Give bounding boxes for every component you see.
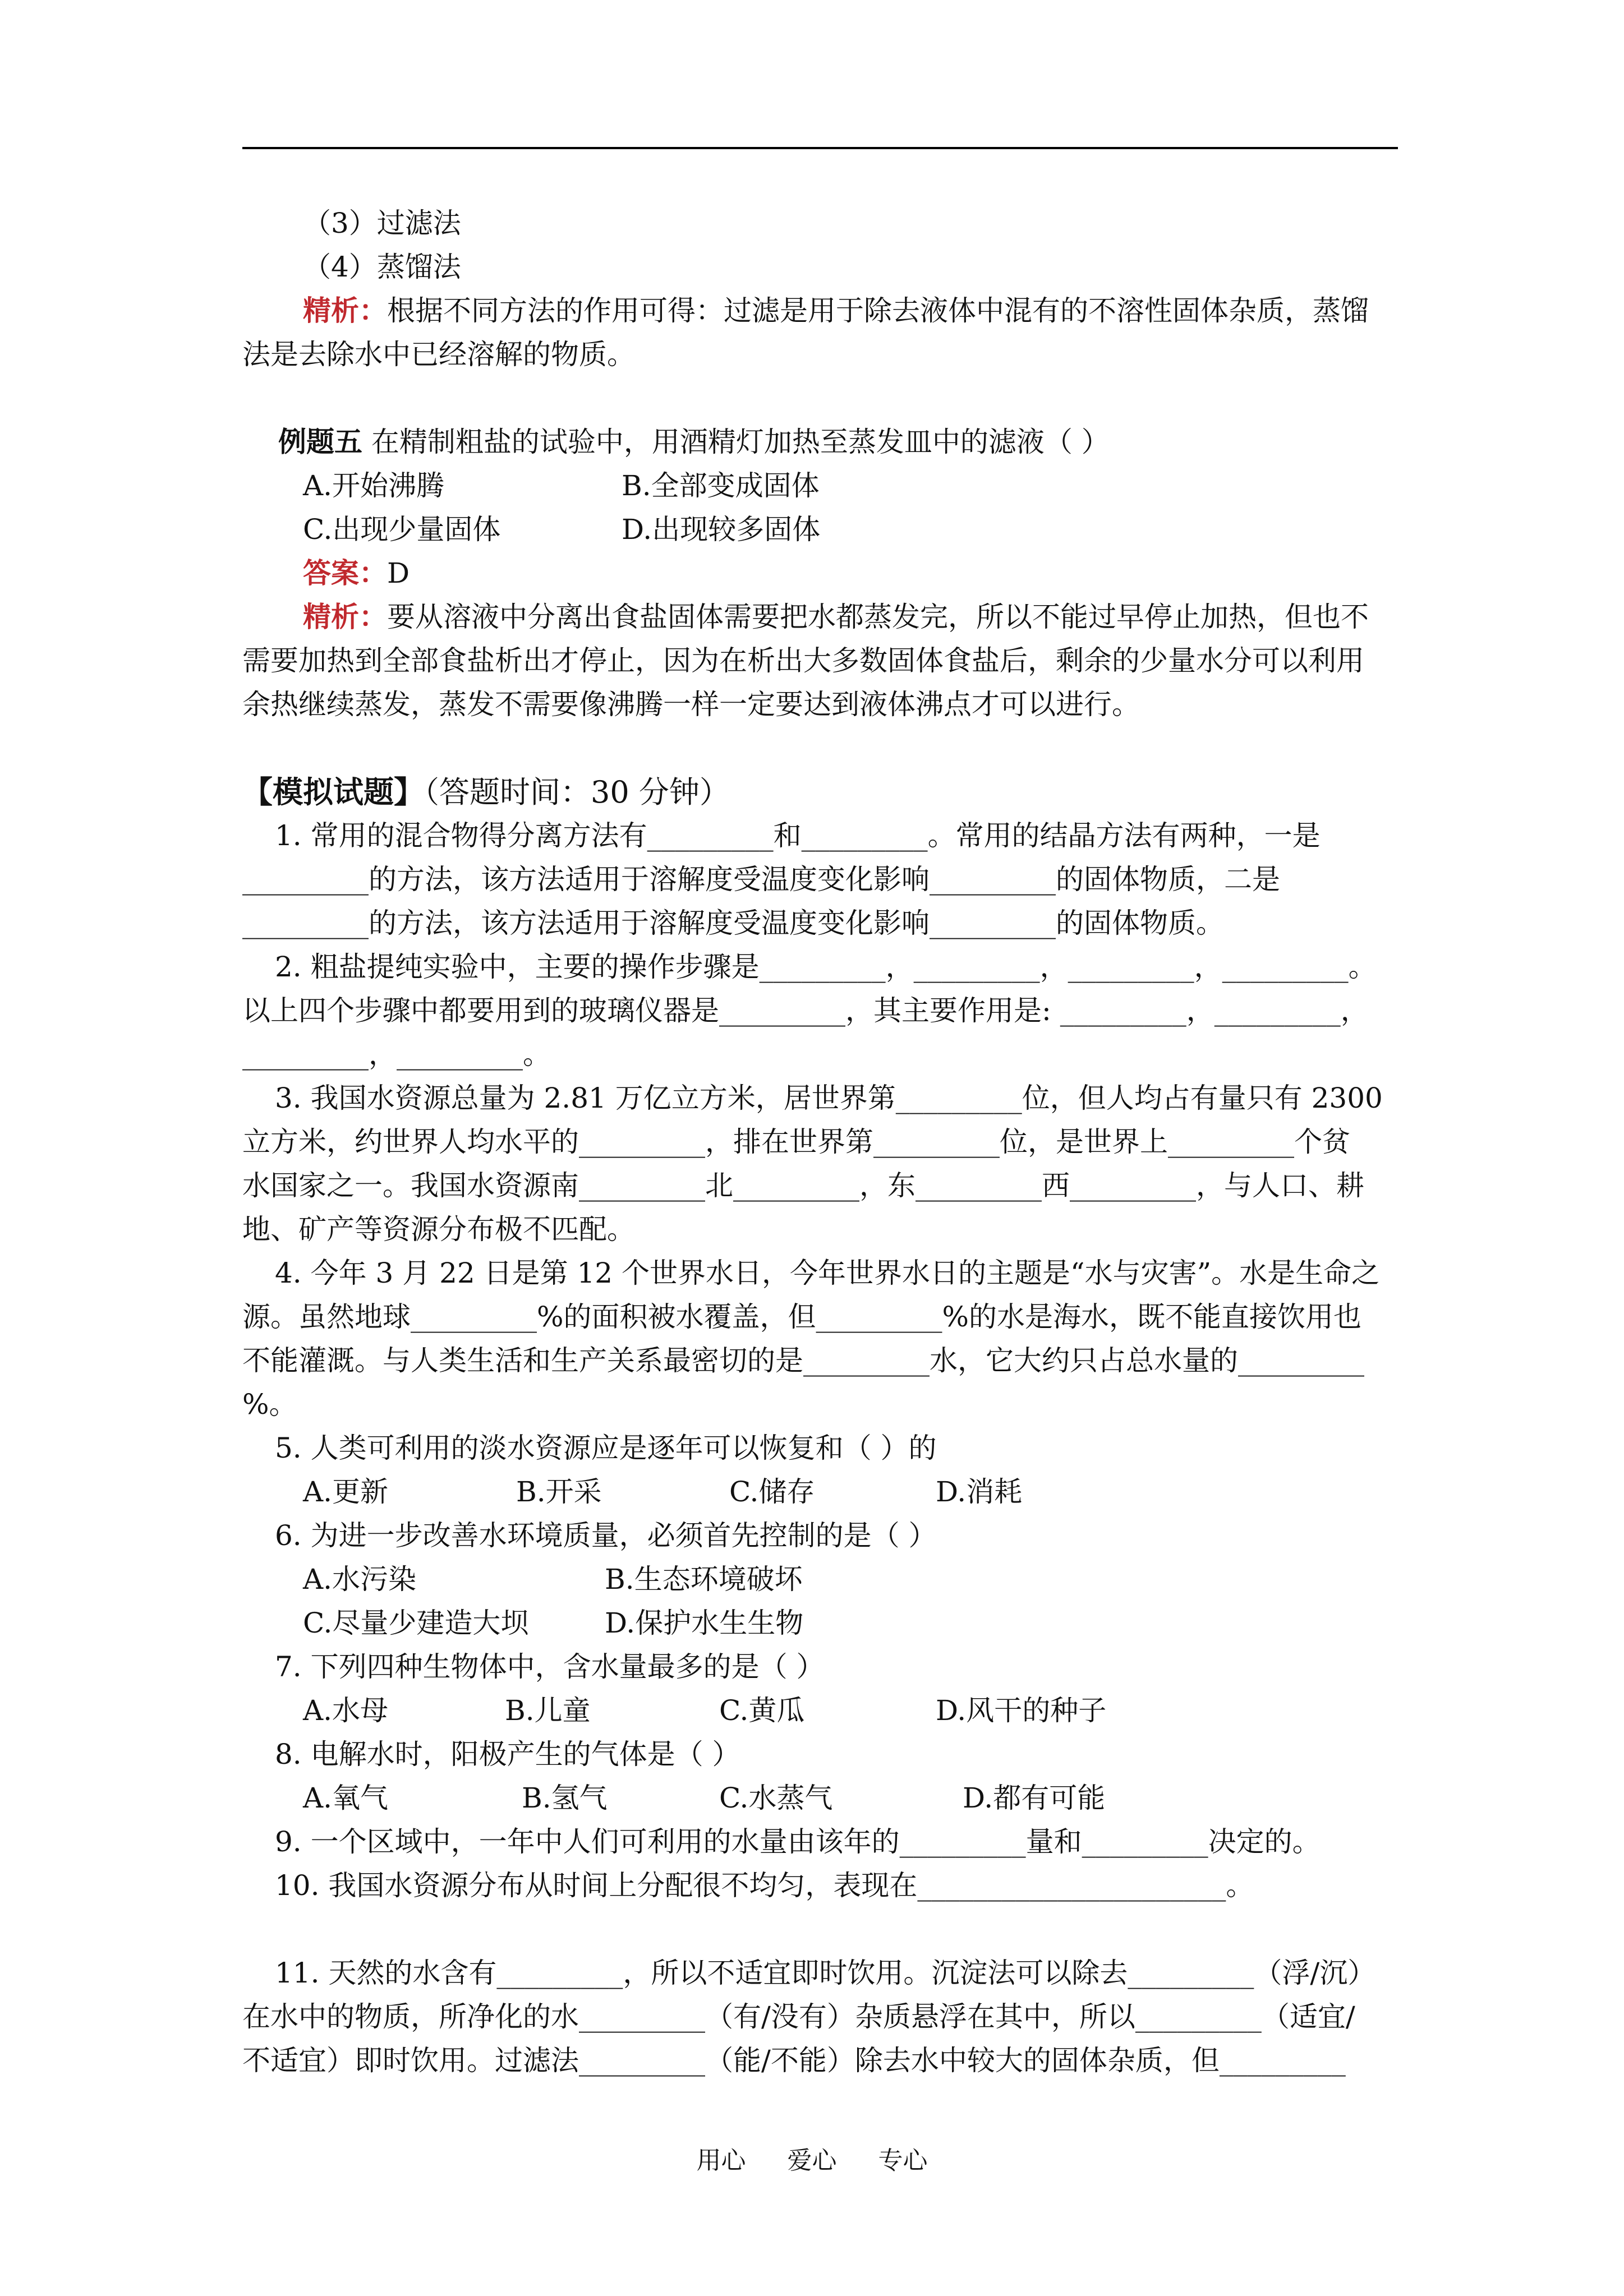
question-line: 10. 我国水资源分布从时间上分配很不均匀，表现在______________________。 <box>275 1869 1254 1902</box>
option: D.风干的种子 <box>936 1694 1107 1727</box>
answer-line <box>303 555 410 591</box>
option: B.氢气 <box>522 1782 608 1814</box>
question-line: 11. 天然的水含有_________，所以不适宜即时饮用。沉淀法可以除去_________（浮/沉） <box>275 1957 1376 1989</box>
question-line: 在水中的物质，所净化的水_________（有/没有）杂质悬浮在其中，所以_________（适宜/ <box>242 2000 1355 2033</box>
question-line: 9. 一个区域中，一年中人们可利用的水量由该年的_________量和_________决定的。 <box>275 1825 1321 1858</box>
header-rule <box>242 147 1398 149</box>
section-label: 【模拟试题】 <box>242 774 424 810</box>
text-line: 法是去除水中已经溶解的物质。 <box>242 338 635 371</box>
question-line: _________的方法，该方法适用于溶解度受温度变化影响_________的固体物质，二是 <box>242 863 1280 896</box>
question-line: 水国家之一。我国水资源南_________北_________，东_________西_________，与人口、耕 <box>242 1169 1364 1202</box>
question-line: 以上四个步骤中都要用到的玻璃仪器是_________，其主要作用是: _________，_________， <box>242 994 1369 1027</box>
option: C.储存 <box>729 1476 815 1508</box>
text-line <box>303 293 1369 329</box>
question-line: %。 <box>242 1388 297 1421</box>
page-footer: 用心 爱心 专心 <box>696 2146 928 2175</box>
example-line <box>278 424 1110 460</box>
question-line: 6. 为进一步改善水环境质量，必须首先控制的是（ ） <box>275 1519 937 1552</box>
question-line: 源。虽然地球_________%的面积被水覆盖，但_________%的水是海水，既不能直接饮用也 <box>242 1301 1362 1333</box>
analysis-label: 精析： <box>303 600 387 633</box>
analysis-text: 要从溶液中分离出食盐固体需要把水都蒸发完，所以不能过早停止加热，但也不 <box>387 601 1369 633</box>
option: B.儿童 <box>505 1694 591 1727</box>
question-line: 5. 人类可利用的淡水资源应是逐年可以恢复和（ ）的 <box>275 1432 937 1464</box>
option: A.水污染 <box>303 1563 417 1596</box>
example-label: 例题五 <box>278 425 362 458</box>
question-line: 3. 我国水资源总量为 2.81 万亿立方米，居世界第_________位，但人均占有量只有 2300 <box>275 1082 1383 1114</box>
option: D.保护水生生物 <box>605 1607 804 1639</box>
question-line: _________的方法，该方法适用于溶解度受温度变化影响_________的固体物质。 <box>242 907 1224 939</box>
option: B.生态环境破坏 <box>605 1563 803 1596</box>
option: A.开始沸腾 <box>303 469 445 502</box>
example-text: 在精制粗盐的试验中，用酒精灯加热至蒸发皿中的滤液（ ） <box>362 426 1110 458</box>
question-line: _________，_________。 <box>242 1038 551 1071</box>
option: A.更新 <box>303 1476 389 1508</box>
question-line: 1. 常用的混合物得分离方法有_________和_________。常用的结晶方法有两种，一是 <box>275 819 1321 852</box>
question-line: 7. 下列四种生物体中，含水量最多的是（ ） <box>275 1650 825 1683</box>
option: C.尽量少建造大坝 <box>303 1607 529 1639</box>
question-line: 4. 今年 3 月 22 日是第 12 个世界水日，今年世界水日的主题是“水与灾害”。水是生命之 <box>275 1257 1380 1289</box>
question-line: 地、矿产等资源分布极不匹配。 <box>242 1213 635 1246</box>
question-line: 8. 电解水时，阳极产生的气体是（ ） <box>275 1738 740 1771</box>
section-note: （答题时间：30 分钟） <box>424 774 730 810</box>
option: A.水母 <box>303 1694 389 1727</box>
option: C.水蒸气 <box>719 1782 833 1814</box>
section-heading <box>242 774 730 810</box>
option: C.出现少量固体 <box>303 513 501 546</box>
question-line: 不能灌溉。与人类生活和生产关系最密切的是_________水，它大约只占总水量的_________ <box>242 1344 1364 1377</box>
answer-label: 答案： <box>303 556 387 589</box>
text-line: 需要加热到全部食盐析出才停止，因为在析出大多数固体食盐后，剩余的少量水分可以利用 <box>242 644 1364 677</box>
analysis-text: 根据不同方法的作用可得：过滤是用于除去液体中混有的不溶性固体杂质，蒸馏 <box>387 294 1369 327</box>
question-line: 立方米，约世界人均水平的_________，排在世界第_________位，是世界上_________个贫 <box>242 1126 1350 1158</box>
option: C.黄瓜 <box>719 1694 805 1727</box>
option: D.都有可能 <box>963 1782 1106 1814</box>
option: A.氧气 <box>303 1782 389 1814</box>
text-line: （3）过滤法 <box>303 207 461 239</box>
question-line: 2. 粗盐提纯实验中，主要的操作步骤是_________，_________，_________，_________。 <box>275 951 1377 983</box>
text-line: （4）蒸馏法 <box>303 251 461 283</box>
option: D.出现较多固体 <box>622 513 821 546</box>
option: B.开采 <box>516 1476 602 1508</box>
text-line: 余热继续蒸发，蒸发不需要像沸腾一样一定要达到液体沸点才可以进行。 <box>242 688 1140 721</box>
option: D.消耗 <box>936 1476 1023 1508</box>
text-line <box>303 599 1369 635</box>
analysis-label: 精析： <box>303 294 387 327</box>
answer-text: D <box>387 557 410 589</box>
option: B.全部变成固体 <box>622 469 820 502</box>
question-line: 不适宜）即时饮用。过滤法_________（能/不能）除去水中较大的固体杂质，但_________ <box>242 2044 1346 2077</box>
